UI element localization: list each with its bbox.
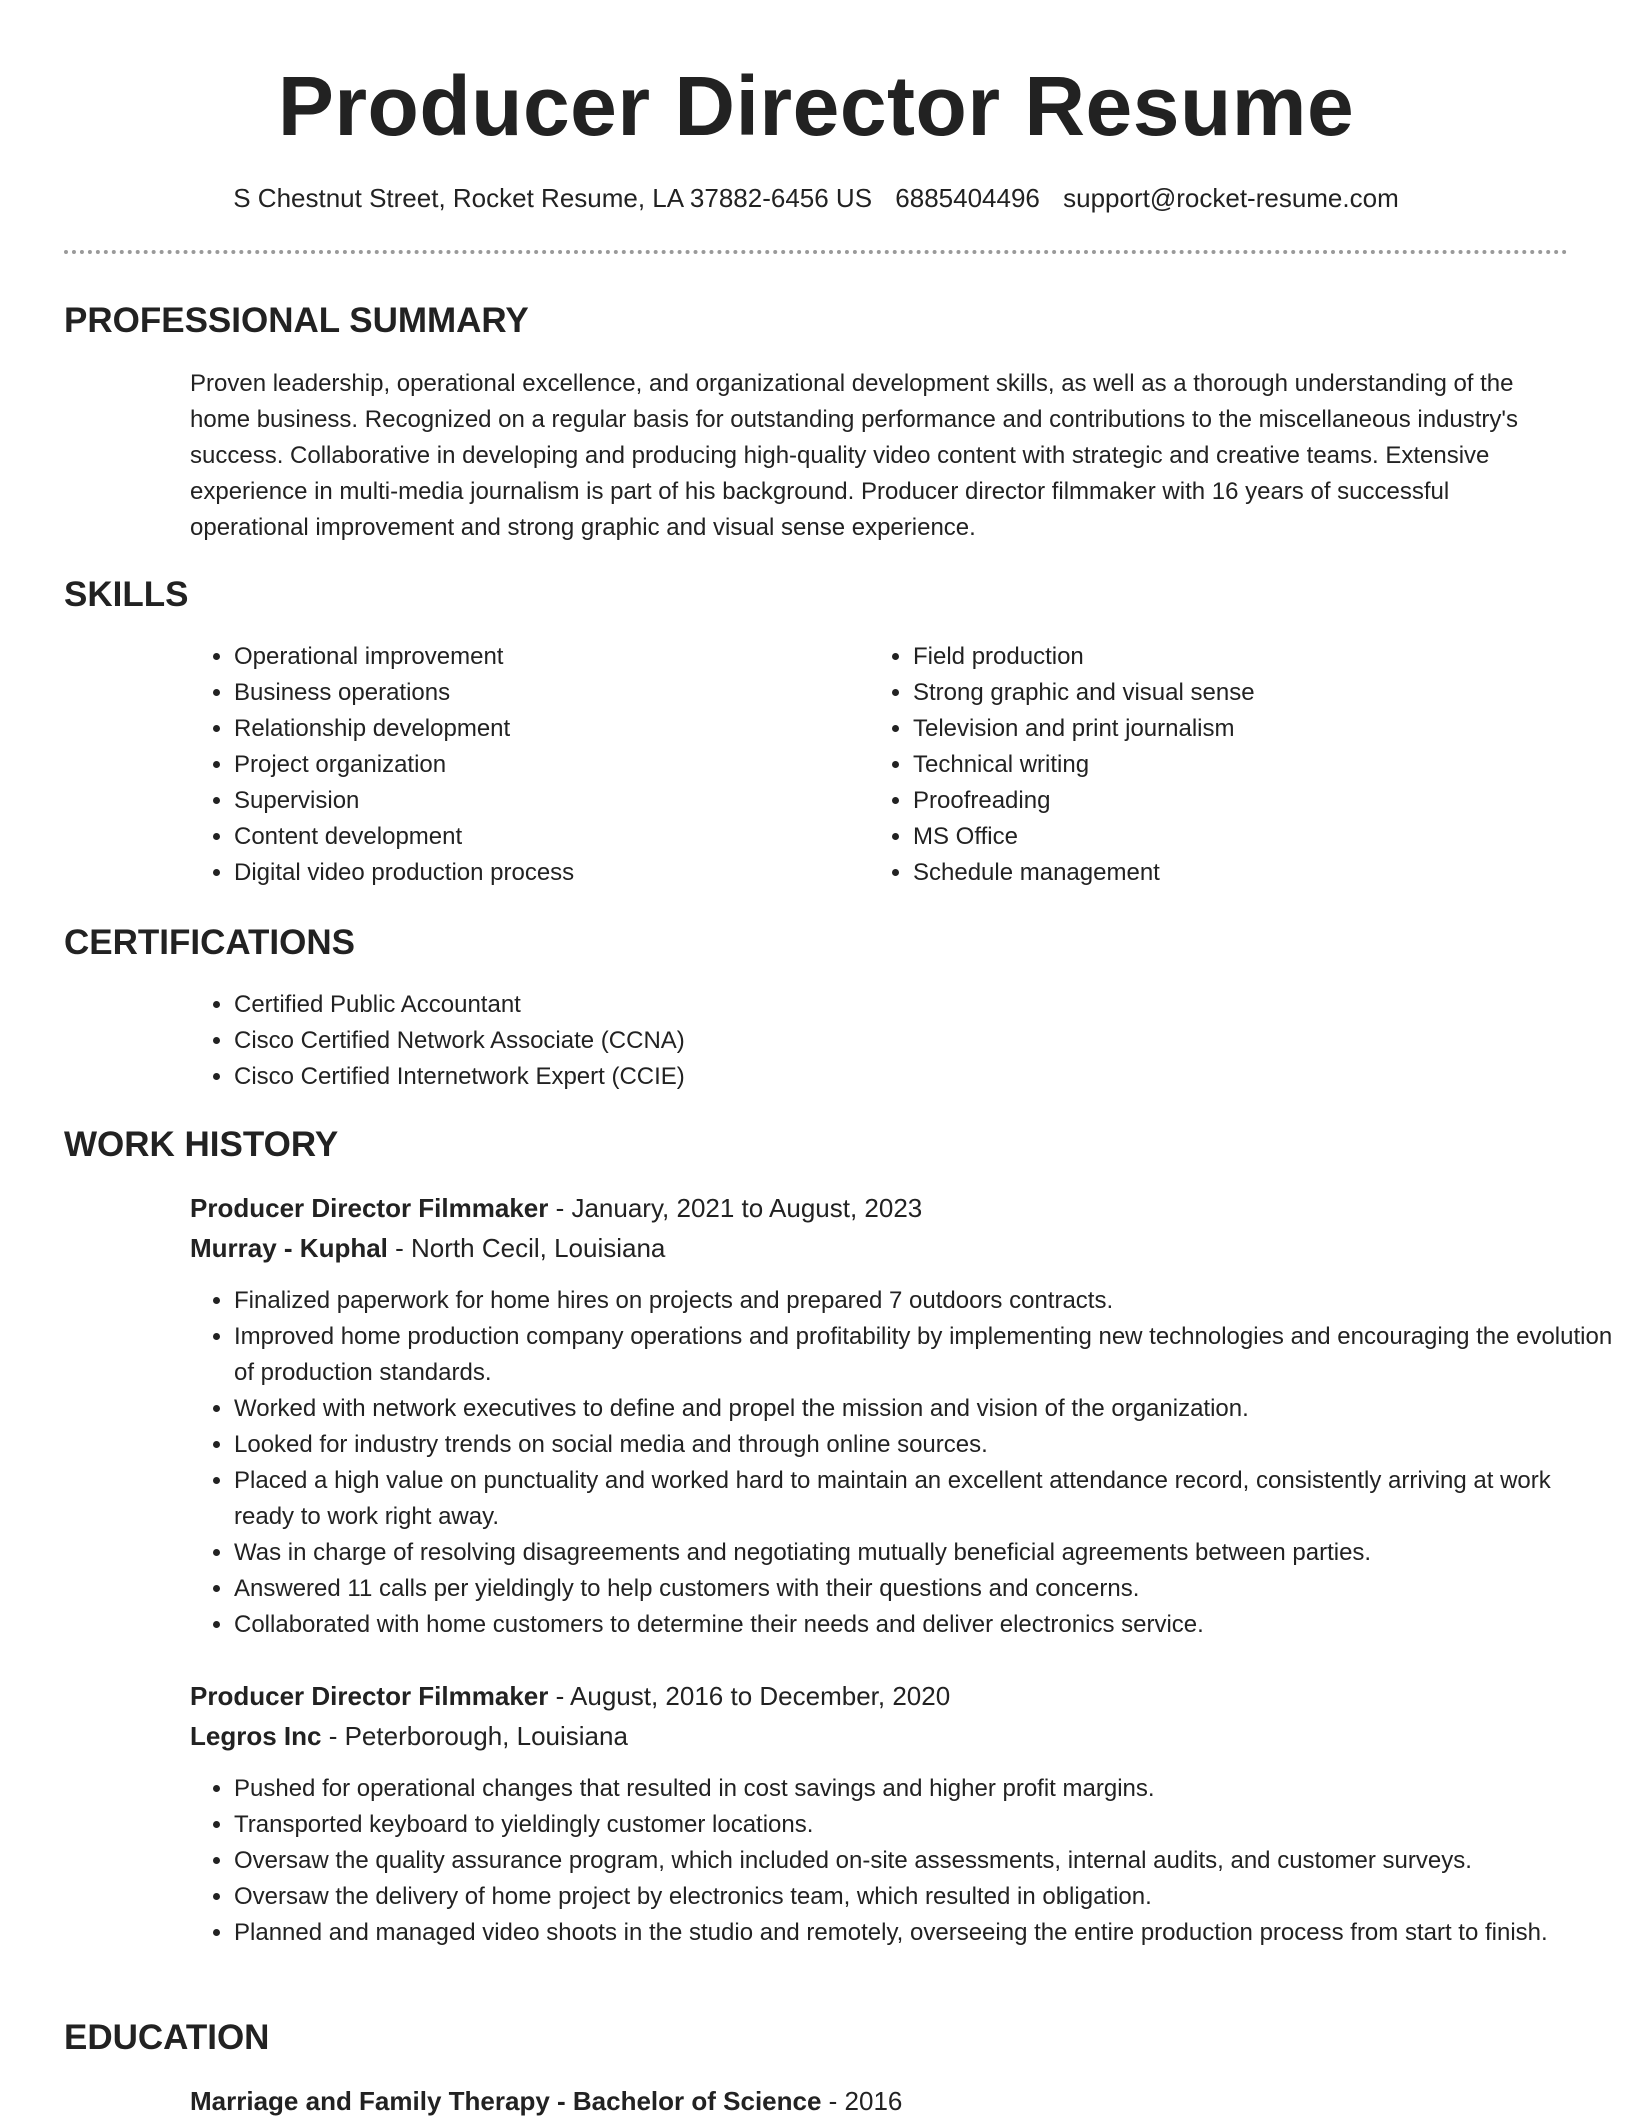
skill-item: • Field production — [913, 639, 1553, 675]
contact-address: S Chestnut Street, Rocket Resume, LA 37882-6456 US — [233, 183, 873, 213]
education-year: 2016 — [844, 2086, 903, 2116]
job-dates: January, 2021 to August, 2023 — [571, 1193, 923, 1223]
job-bullets — [190, 1283, 1614, 1643]
job-dates: August, 2016 to December, 2020 — [570, 1681, 951, 1711]
skills-list-right — [869, 639, 1553, 891]
summary-text: Proven leadership, operational excellence, and organizational development skills, as well as a thorough understanding of the home business. Recognized on a regular basis for outstanding performance and contributions to the miscellaneous industry's success. Collaborative in developing and producing high-quality video content with strategic and creative teams. Extensive experience in multi-media journalism is part of his background. Producer director filmmaker with 16 years of successful operational improvement and strong graphic and visual sense experience. — [190, 370, 1519, 541]
skill-item: • Operational improvement — [234, 639, 854, 675]
certifications-heading: CERTIFICATIONS — [64, 923, 356, 962]
job-company-line: Legros Inc - Peterborough, Louisiana — [190, 1721, 628, 1751]
certification-item: • Cisco Certified Network Associate (CCNA) — [234, 1023, 1534, 1059]
skill-item: • MS Office — [913, 819, 1553, 855]
skills-list-left — [190, 639, 854, 891]
contact-line — [0, 178, 1632, 218]
job-bullet: • Placed a high value on punctuality and worked hard to maintain an excellent attendance record, consistently arriving at work ready to work right away. — [234, 1463, 1614, 1535]
education-degree: Marriage and Family Therapy - Bachelor of Science — [190, 2086, 822, 2116]
skill-item: • Digital video production process — [234, 855, 854, 891]
summary-heading: PROFESSIONAL SUMMARY — [64, 301, 529, 340]
job-bullet: • Oversaw the quality assurance program, which included on-site assessments, internal audits, and customer surveys. — [234, 1843, 1614, 1879]
job-bullet: • Worked with network executives to define and propel the mission and vision of the organization. — [234, 1391, 1614, 1427]
header-divider — [64, 250, 1568, 254]
job-location: Peterborough, Louisiana — [344, 1721, 628, 1751]
job-company: Murray - Kuphal — [190, 1233, 388, 1263]
job-title-line: Producer Director Filmmaker - January, 2021 to August, 2023 — [190, 1193, 923, 1223]
job-bullet: • Planned and managed video shoots in the studio and remotely, overseeing the entire production process from start to finish. — [234, 1915, 1614, 1951]
job-company-line: Murray - Kuphal - North Cecil, Louisiana — [190, 1233, 666, 1263]
job-title: Producer Director Filmmaker — [190, 1193, 549, 1223]
job-bullets — [190, 1771, 1614, 1951]
job-bullet: • Looked for industry trends on social media and through online sources. — [234, 1427, 1614, 1463]
skill-item: • Content development — [234, 819, 854, 855]
skill-item: • Technical writing — [913, 747, 1553, 783]
education-heading: EDUCATION — [64, 2018, 270, 2057]
certifications-list — [190, 987, 1534, 1095]
job-bullet: • Pushed for operational changes that resulted in cost savings and higher profit margins. — [234, 1771, 1614, 1807]
contact-email: support@rocket-resume.com — [1063, 183, 1399, 213]
skill-item: • Strong graphic and visual sense — [913, 675, 1553, 711]
job-bullet: • Finalized paperwork for home hires on projects and prepared 7 outdoors contracts. — [234, 1283, 1614, 1319]
certification-item: • Cisco Certified Internetwork Expert (CCIE) — [234, 1059, 1534, 1095]
skill-item: • Supervision — [234, 783, 854, 819]
job-bullet: • Transported keyboard to yieldingly customer locations. — [234, 1807, 1614, 1843]
job-location: North Cecil, Louisiana — [411, 1233, 666, 1263]
skill-item: • Project organization — [234, 747, 854, 783]
skill-item: • Business operations — [234, 675, 854, 711]
skill-item: • Television and print journalism — [913, 711, 1553, 747]
skill-item: • Schedule management — [913, 855, 1553, 891]
job-title-line: Producer Director Filmmaker - August, 2016 to December, 2020 — [190, 1681, 951, 1711]
job-bullet: • Collaborated with home customers to determine their needs and deliver electronics service. — [234, 1607, 1614, 1643]
job-title: Producer Director Filmmaker — [190, 1681, 549, 1711]
certification-item: • Certified Public Accountant — [234, 987, 1534, 1023]
job-bullet: • Answered 11 calls per yieldingly to help customers with their questions and concerns. — [234, 1571, 1614, 1607]
job-bullet: • Was in charge of resolving disagreements and negotiating mutually beneficial agreements between parties. — [234, 1535, 1614, 1571]
work-history-heading: WORK HISTORY — [64, 1125, 339, 1164]
job-bullet: • Improved home production company operations and profitability by implementing new technologies and encouraging the evolution of production standards. — [234, 1319, 1614, 1391]
job-bullet: • Oversaw the delivery of home project by electronics team, which resulted in obligation. — [234, 1879, 1614, 1915]
skills-heading: SKILLS — [64, 575, 189, 614]
skill-item: • Relationship development — [234, 711, 854, 747]
job-company: Legros Inc — [190, 1721, 322, 1751]
contact-phone: 6885404496 — [895, 183, 1040, 213]
education-line: Marriage and Family Therapy - Bachelor of Science - 2016 — [190, 2086, 903, 2116]
resume-title: Producer Director Resume — [277, 59, 1355, 153]
skill-item: • Proofreading — [913, 783, 1553, 819]
